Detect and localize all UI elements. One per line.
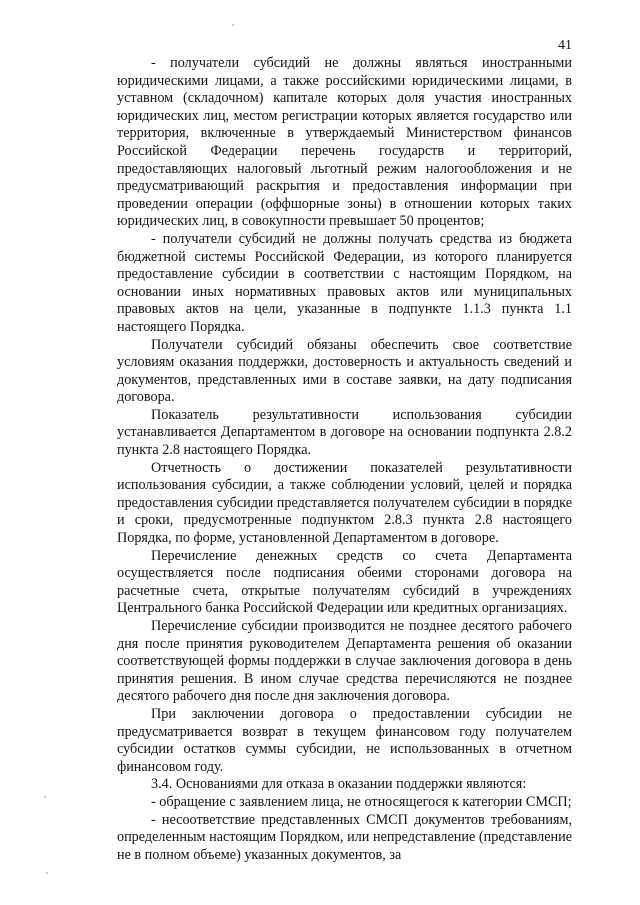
paragraph-foreign-entities: - получатели субсидий не должны являться иностранными юридическими лицами, а также российскими юридическими лицами, в уставном (складочном) капитале которых доля участия иностранных юридических лиц, местом регистрации которых является государство или территория, включенные в утверждаемый Министерством финансов Российской Федерации перечень государств и территорий, предоставляющих налоговый льготный режим налогообложения и не предусматривающий раскрытия и предоставления информации при проведении операции (оффшорные зоны) в отношении которых таких юридических лиц, в совокупности превышает 50 процентов; <box>117 55 572 230</box>
scan-speck <box>46 872 48 874</box>
page-number: 41 <box>558 38 572 53</box>
paragraph-refusal-documents: - несоответствие представленных СМСП документов требованиям, определенным настоящим Порядком, или непредставление (представление не в полном объеме) указанных документов, за <box>117 811 572 863</box>
document-body <box>117 55 572 864</box>
paragraph-funds-transfer: Перечисление денежных средств со счета Департамента осуществляется после подписания обеими сторонами договора на расчетные счета, открытые получателям субсидий в учреждениях Центрального банка Российской Федерации или кредитных организациях. <box>117 547 572 617</box>
scan-speck <box>232 24 234 26</box>
paragraph-no-refund: При заключении договора о предоставлении субсидии не предусматривается возврат в текущем финансовом году получателем субсидии остатков суммы субсидии, не использованных в отчетном финансовом году. <box>117 705 572 775</box>
scan-speck <box>44 796 46 798</box>
paragraph-recipient-obligations: Получатели субсидий обязаны обеспечить свое соответствие условиям оказания поддержки, достоверность и актуальность сведений и документов, представленных ими в составе заявки, на дату подписания договора. <box>117 336 572 406</box>
paragraph-reporting: Отчетность о достижении показателей результативности использования субсидии, а также соблюдении условий, целей и порядка предоставления субсидии представляется получателем субсидии в порядке и сроки, предусмотренные подпунктом 2.8.3 пункта 2.8 настоящего Порядка, по форме, установленной Департаментом в договоре. <box>117 459 572 547</box>
paragraph-transfer-deadline: Перечисление субсидии производится не позднее десятого рабочего дня после принятия руководителем Департамента решения об оказании соответствующей формы поддержки в случае заключения договора в день принятия решения. В ином случае средства перечисляются не позднее десятого рабочего дня после дня заключения договора. <box>117 618 572 705</box>
paragraph-performance-indicator: Показатель результативности использования субсидии устанавливается Департаментом в договоре на основании подпункта 2.8.2 пункта 2.8 настоящего Порядка. <box>117 406 572 459</box>
paragraph-budget-funds: - получатели субсидий не должны получать средства из бюджета бюджетной системы Российской Федерации, из которого планируется предоставление субсидии в соответствии с настоящим Порядком, на основании иных нормативных правовых актов или муниципальных правовых актов на цели, указанные в подпункте 1.1.3 пункта 1.1 настоящего Порядка. <box>117 230 572 335</box>
paragraph-refusal-category: - обращение с заявлением лица, не относящегося к категории СМСП; <box>151 793 572 810</box>
paragraph-refusal-heading: 3.4. Основаниями для отказа в оказании поддержки являются: <box>151 776 527 793</box>
